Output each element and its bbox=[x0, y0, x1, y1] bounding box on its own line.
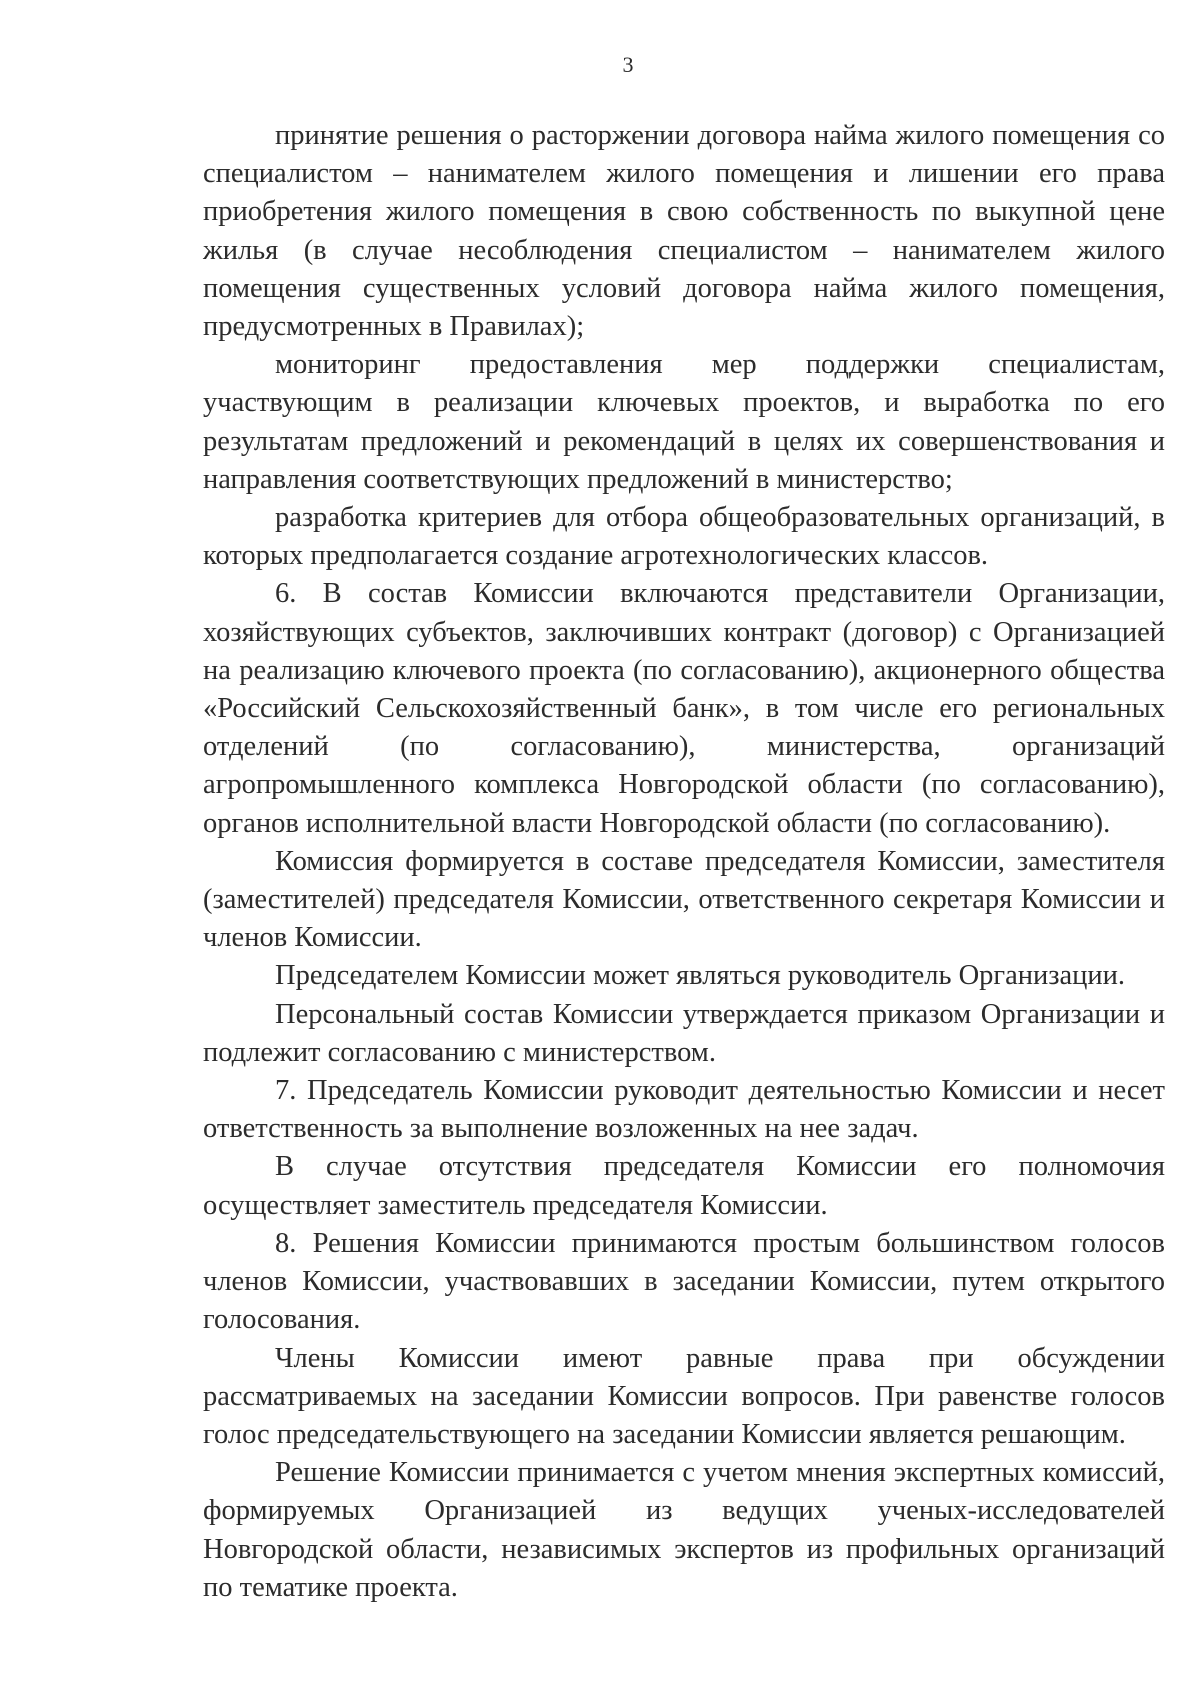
paragraph-decision-voting: 8. Решения Комиссии принимаются простым большинством голосов членов Комиссии, участвовавших в заседании Комиссии, путем открытого голосования. bbox=[203, 1227, 1165, 1336]
page-number: 3 bbox=[622, 52, 634, 77]
paragraph-monitoring: мониторинг предоставления мер поддержки специалистам, участвующим в реализации ключевых проектов, и выработка по его результатам предложений и рекомендаций в целях их совершенствования и направления соответствующих предложений в министерство; bbox=[203, 349, 1165, 495]
paragraph-commission-composition: 6. В состав Комиссии включаются представители Организации, хозяйствующих субъектов, заключивших контракт (договор) с Организацией на реализацию ключевого проекта (по согласованию), акционерного общества «Российский Сельскохозяйственный банк», в том числе его региональных отделений (по согласованию), министерства, организаций агропромышленного комплекса Новгородской области (по согласованию), органов исполнительной власти Новгородской области (по согласованию). bbox=[203, 578, 1165, 839]
paragraph-criteria-development: разработка критериев для отбора общеобразовательных организаций, в которых предполагается создание агротехнологических классов. bbox=[203, 502, 1165, 572]
paragraph-expert-opinion: Решение Комиссии принимается с учетом мнения экспертных комиссий, формируемых Организацией из ведущих ученых-исследователей Новгородской области, независимых экспертов из профильных организаций по тематике проекта. bbox=[203, 1457, 1165, 1603]
paragraph-personal-composition: Персональный состав Комиссии утверждается приказом Организации и подлежит согласованию с министерством. bbox=[203, 998, 1165, 1068]
paragraph-equal-rights: Члены Комиссии имеют равные права при обсуждении рассматриваемых на заседании Комиссии вопросов. При равенстве голосов голос председательствующего на заседании Комиссии является решающим. bbox=[203, 1342, 1165, 1450]
paragraph-chairman-appointment: Председателем Комиссии может являться руководитель Организации. bbox=[275, 960, 1126, 992]
paragraph-termination-decision: принятие решения о расторжении договора найма жилого помещения со специалистом – нанимателем жилого помещения и лишении его права приобретения жилого помещения в свою собственность по выкупной цене жилья (в случае несоблюдения специалистом – нанимателем жилого помещения существенных условий договора найма жилого помещения, предусмотренных в Правилах); bbox=[203, 120, 1165, 343]
paragraph-commission-formation: Комиссия формируется в составе председателя Комиссии, заместителя (заместителей) председателя Комиссии, ответственного секретаря Комиссии и членов Комиссии. bbox=[203, 845, 1165, 954]
paragraph-chairman-absence: В случае отсутствия председателя Комиссии его полномочия осуществляет заместитель председателя Комиссии. bbox=[203, 1151, 1165, 1221]
paragraph-chairman-duties: 7. Председатель Комиссии руководит деятельностью Комиссии и несет ответственность за выполнение возложенных на нее задач. bbox=[203, 1075, 1165, 1145]
document-body bbox=[203, 117, 1165, 1607]
